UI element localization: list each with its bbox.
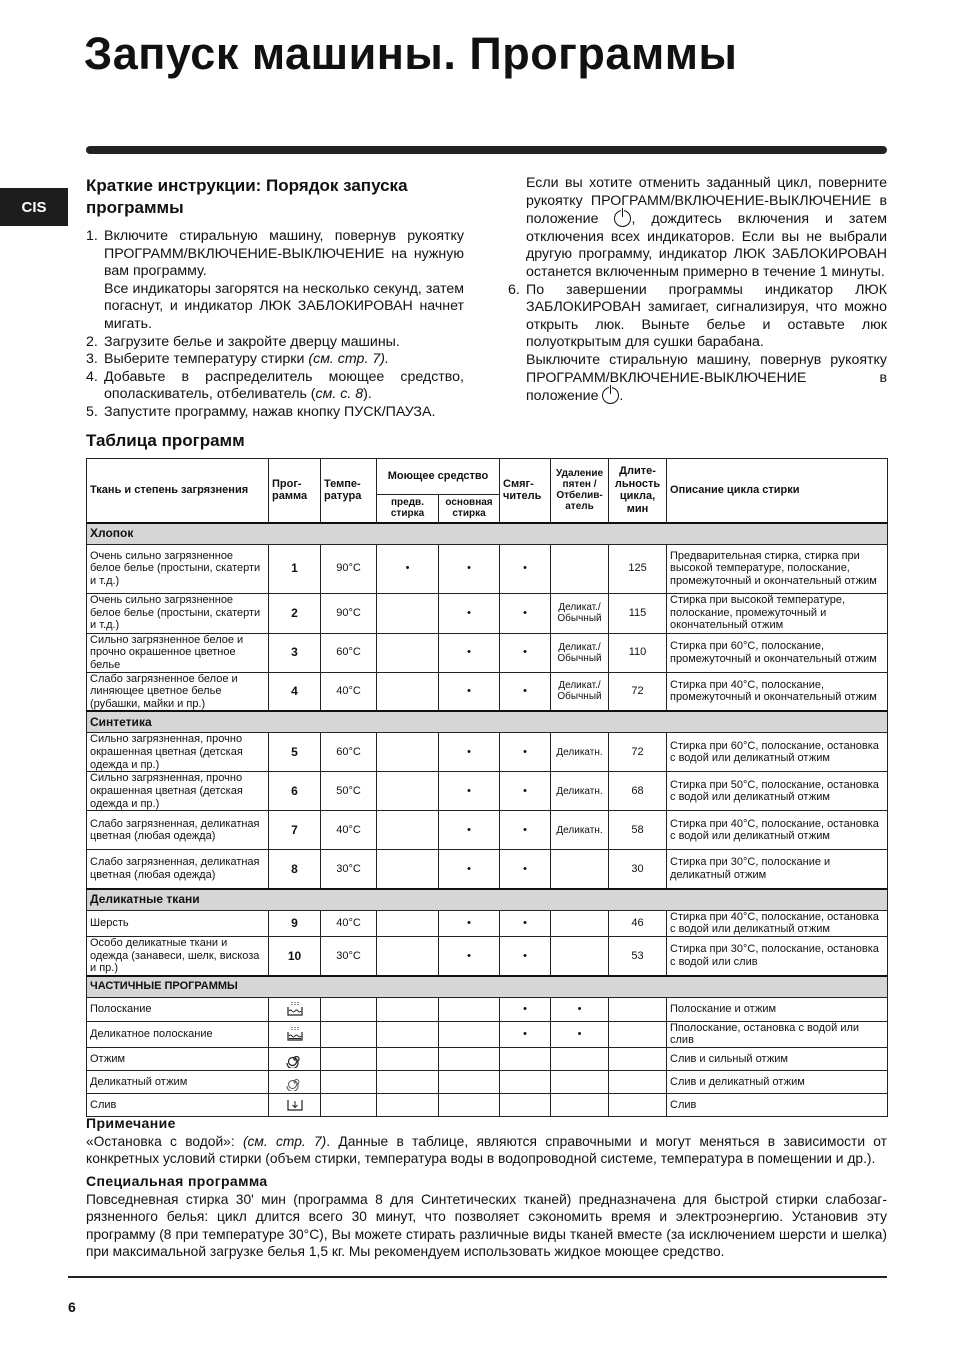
duration-cell xyxy=(609,997,667,1021)
power-icon xyxy=(614,210,631,227)
table-row xyxy=(87,733,888,772)
program-cell: 6 xyxy=(269,772,321,811)
delicate-rinse-icon xyxy=(286,1025,304,1043)
temperature-cell: 90°С xyxy=(321,593,377,633)
header-softener: Смяг-читель xyxy=(500,459,551,523)
description-cell: Стирка при 60°С, полоскание, промежуточный и окончательный отжим xyxy=(667,633,888,672)
steps-list-continued xyxy=(508,282,887,352)
note-heading: Примечание xyxy=(86,1115,176,1131)
fabric-cell: Слабо загрязненная, деликатная цветная (любая одежда) xyxy=(87,850,269,889)
table-row xyxy=(87,593,888,633)
table-row xyxy=(87,910,888,936)
duration-cell: 46 xyxy=(609,910,667,936)
softener-cell: • xyxy=(500,811,551,850)
program-cell: 9 xyxy=(269,910,321,936)
program-cell: 1 xyxy=(269,544,321,593)
description-cell: Стирка при высокой температуре, полоскание, промежуточный и окончательный отжим xyxy=(667,593,888,633)
mainwash-cell: • xyxy=(439,910,500,936)
table-row xyxy=(87,772,888,811)
mainwash-cell xyxy=(439,997,500,1021)
program-cell: 7 xyxy=(269,811,321,850)
description-cell: Стирка при 30°С, полоскание и деликатный отжим xyxy=(667,850,888,889)
header-temperature: Темпе-ратура xyxy=(321,459,377,523)
temperature-cell: 40°С xyxy=(321,811,377,850)
program-icon-cell xyxy=(269,1093,321,1116)
fabric-cell: Деликатный отжим xyxy=(87,1070,269,1093)
prewash-cell xyxy=(377,997,439,1021)
program-cell: 2 xyxy=(269,593,321,633)
prewash-cell xyxy=(377,1093,439,1116)
title-divider xyxy=(86,146,887,154)
fabric-cell: Особо деликатные ткани и одежда (занавеси, шелк, вискоза и пр.) xyxy=(87,936,269,975)
prewash-cell xyxy=(377,910,439,936)
section-title: Синтетика xyxy=(87,711,888,733)
temperature-cell: 30°С xyxy=(321,936,377,975)
header-stain-removal: Удаление пятен / Отбелив-атель xyxy=(551,459,609,523)
fabric-cell: Деликатное полоскание xyxy=(87,1021,269,1047)
page-title: Запуск машины. Программы xyxy=(84,28,738,79)
special-heading: Специальная программа xyxy=(86,1173,268,1189)
temperature-cell xyxy=(321,1021,377,1047)
mainwash-cell: • xyxy=(439,633,500,672)
description-cell: Слив xyxy=(667,1093,888,1116)
description-cell: Пполоскание, остановка с водой или слив xyxy=(667,1021,888,1047)
mainwash-cell: • xyxy=(439,593,500,633)
mainwash-cell xyxy=(439,1021,500,1047)
temperature-cell: 40°С xyxy=(321,910,377,936)
fabric-cell: Полоскание xyxy=(87,997,269,1021)
table-row xyxy=(87,1047,888,1070)
table-row xyxy=(87,1093,888,1116)
description-cell: Слив и деликатный отжим xyxy=(667,1070,888,1093)
description-cell: Стирка при 60°С, полоскание, остановка с водой или деликатный отжим xyxy=(667,733,888,772)
description-cell: Стирка при 40°С, полоскание, остановка с водой или деликатный отжим xyxy=(667,811,888,850)
fabric-cell: Слабо загрязненная, деликатная цветная (любая одежда) xyxy=(87,811,269,850)
softener-cell: • xyxy=(500,936,551,975)
prewash-cell xyxy=(377,850,439,889)
table-row xyxy=(87,811,888,850)
duration-cell: 72 xyxy=(609,733,667,772)
temperature-cell: 30°С xyxy=(321,850,377,889)
quick-instructions-continued xyxy=(508,175,887,406)
cancel-paragraph: Если вы хотите отменить заданный цикл, поверните рукоятку ПРОГРАММ/ВКЛЮЧЕНИЕ-ВЫКЛЮЧЕНИЕ в положение , дождитесь включения и затем отключения всех индикаторов. Если вы не выбрали другую программу, индикатор ЛЮК ЗАБЛОКИРОВАН останется включенным примерно в течение 1 минуты. xyxy=(526,175,887,280)
program-cell: 3 xyxy=(269,633,321,672)
stain-cell xyxy=(551,1070,609,1093)
stain-cell: Деликат./ Обычный xyxy=(551,593,609,633)
table-row xyxy=(87,544,888,593)
step-item: 6. По завершении программы индикатор ЛЮК ЗАБЛОКИРОВАН замигает, сигнализируя, что можно открыть люк. Выньте белье и оставьте люк полуоткрытым для сушки барабана. xyxy=(508,281,887,351)
header-fabric: Ткань и степень загрязнения xyxy=(87,459,269,523)
fabric-cell: Шерсть xyxy=(87,910,269,936)
step-item: Все индикаторы загорятся на несколько секунд, затем погаснут, и индикатор ЛЮК ЗАБЛОКИРОВАН начнет мигать. xyxy=(104,280,464,332)
stain-cell: • xyxy=(551,997,609,1021)
mainwash-cell: • xyxy=(439,936,500,975)
table-title: Таблица программ xyxy=(86,431,245,450)
power-icon xyxy=(602,387,619,404)
table-row xyxy=(87,1021,888,1047)
stain-cell xyxy=(551,910,609,936)
program-icon-cell xyxy=(269,997,321,1021)
program-cell: 8 xyxy=(269,850,321,889)
page-number: 6 xyxy=(68,1299,76,1315)
softener-cell: • xyxy=(500,850,551,889)
section-title: ЧАСТИЧНЫЕ ПРОГРАММЫ xyxy=(87,976,888,998)
drain-icon xyxy=(286,1096,304,1114)
description-cell: Полоскание и отжим xyxy=(667,997,888,1021)
temperature-cell xyxy=(321,997,377,1021)
prewash-cell xyxy=(377,772,439,811)
stain-cell: Деликатн. xyxy=(551,772,609,811)
softener-cell: • xyxy=(500,544,551,593)
mainwash-cell: • xyxy=(439,811,500,850)
step-item: 5. Запустите программу, нажав кнопку ПУСК/ПАУЗА. xyxy=(86,403,436,420)
stain-cell xyxy=(551,1093,609,1116)
section-row xyxy=(87,523,888,545)
step-item: 4. Добавьте в распределитель моющее средство, ополаскиватель, отбеливатель (см. с. 8). xyxy=(86,368,464,403)
fabric-cell: Сильно загрязненная, прочно окрашенная цветная (детская одежда и пр.) xyxy=(87,772,269,811)
stain-cell xyxy=(551,850,609,889)
duration-cell: 30 xyxy=(609,850,667,889)
fabric-cell: Сильно загрязненное белое и прочно окрашенное цветное белье xyxy=(87,633,269,672)
section-row xyxy=(87,711,888,733)
temperature-cell: 60°С xyxy=(321,733,377,772)
program-icon-cell xyxy=(269,1047,321,1070)
prewash-cell xyxy=(377,1047,439,1070)
softener-cell: • xyxy=(500,633,551,672)
stain-cell: Деликатн. xyxy=(551,733,609,772)
softener-cell: • xyxy=(500,772,551,811)
stain-cell xyxy=(551,936,609,975)
prewash-cell xyxy=(377,633,439,672)
section-row xyxy=(87,889,888,911)
softener-cell: • xyxy=(500,733,551,772)
temperature-cell: 60°С xyxy=(321,633,377,672)
table-row xyxy=(87,850,888,889)
duration-cell: 115 xyxy=(609,593,667,633)
fabric-cell: Очень сильно загрязненное белое белье (простыни, скатерти и т.д.) xyxy=(87,544,269,593)
softener-cell xyxy=(500,1047,551,1070)
step-item: 2. Загрузите белье и закройте дверцу машины. xyxy=(86,333,400,350)
duration-cell: 125 xyxy=(609,544,667,593)
prewash-cell xyxy=(377,936,439,975)
description-cell: Стирка при 40°С, полоскание, остановка с водой или деликатный отжим xyxy=(667,910,888,936)
fabric-cell: Очень сильно загрязненное белое белье (простыни, скатерти и т.д.) xyxy=(87,593,269,633)
softener-cell: • xyxy=(500,672,551,711)
header-description: Описание цикла стирки xyxy=(667,459,888,523)
header-detergent: Моющее средство xyxy=(377,459,500,495)
program-cell: 4 xyxy=(269,672,321,711)
table-row xyxy=(87,936,888,975)
prewash-cell xyxy=(377,593,439,633)
prewash-cell xyxy=(377,733,439,772)
table-row xyxy=(87,633,888,672)
header-prewash: предв. стирка xyxy=(377,495,439,523)
fabric-cell: Отжим xyxy=(87,1047,269,1070)
mainwash-cell: • xyxy=(439,544,500,593)
table-row xyxy=(87,672,888,711)
temperature-cell: 90°С xyxy=(321,544,377,593)
softener-cell xyxy=(500,1093,551,1116)
section-title: Деликатные ткани xyxy=(87,889,888,911)
temperature-cell xyxy=(321,1093,377,1116)
section-row xyxy=(87,976,888,998)
temperature-cell: 50°С xyxy=(321,772,377,811)
steps-list xyxy=(86,228,464,422)
mainwash-cell: • xyxy=(439,850,500,889)
program-table xyxy=(86,458,888,1117)
softener-cell xyxy=(500,1070,551,1093)
prewash-cell xyxy=(377,1021,439,1047)
duration-cell: 53 xyxy=(609,936,667,975)
stain-cell: Деликат./ Обычный xyxy=(551,633,609,672)
rinse-icon xyxy=(286,1000,304,1018)
language-badge: CIS xyxy=(0,188,68,226)
softener-cell: • xyxy=(500,1021,551,1047)
prewash-cell: • xyxy=(377,544,439,593)
special-program-section xyxy=(86,1173,887,1261)
mainwash-cell: • xyxy=(439,772,500,811)
fabric-cell: Слабо загрязненное белое и линяющее цветное белье (рубашки, майки и пр.) xyxy=(87,672,269,711)
duration-cell xyxy=(609,1070,667,1093)
header-duration: Длите-льность цикла, мин xyxy=(609,459,667,523)
prewash-cell xyxy=(377,811,439,850)
mainwash-cell xyxy=(439,1047,500,1070)
delicate-spin-icon xyxy=(286,1073,304,1091)
duration-cell xyxy=(609,1047,667,1070)
fabric-cell: Сильно загрязненная, прочно окрашенная цветная (детская одежда и пр.) xyxy=(87,733,269,772)
table-row xyxy=(87,997,888,1021)
mainwash-cell xyxy=(439,1070,500,1093)
spin-icon xyxy=(286,1050,304,1068)
description-cell: Слив и сильный отжим xyxy=(667,1047,888,1070)
duration-cell: 68 xyxy=(609,772,667,811)
stain-cell: • xyxy=(551,1021,609,1047)
mainwash-cell: • xyxy=(439,733,500,772)
program-icon-cell xyxy=(269,1070,321,1093)
mainwash-cell xyxy=(439,1093,500,1116)
header-program: Прог-рамма xyxy=(269,459,321,523)
step-item: 1. Включите стиральную машину, повернув рукоятку ПРОГРАММ/ВКЛЮЧЕНИЕ-ВЫКЛЮЧЕНИЕ на нужную вам программу. xyxy=(86,228,464,280)
stain-cell xyxy=(551,1047,609,1070)
stain-cell: Деликатн. xyxy=(551,811,609,850)
duration-cell: 72 xyxy=(609,672,667,711)
mainwash-cell: • xyxy=(439,672,500,711)
softener-cell: • xyxy=(500,910,551,936)
duration-cell: 58 xyxy=(609,811,667,850)
special-text: Повседневная стирка 30' мин (программа 8 для Синтетических тканей) предназначена для быстрой стирки слабозаг-рязненного белья: цикл длится всего 30 минут, что позволяет сэкономить время и электроэнергию. Установив эту программу (8 при температуре 30°С), Вы можете стирать различные виды тканей вместе (за исключением шерсти и шелка) при максимальной загрузке белья 1,5 кг. Мы рекомендуем использовать жидкое моющее средство. xyxy=(86,1191,887,1260)
description-cell: Стирка при 50°С, полоскание, остановка с водой или деликатный отжим xyxy=(667,772,888,811)
temperature-cell xyxy=(321,1070,377,1093)
table-row xyxy=(87,1070,888,1093)
footer-divider xyxy=(68,1276,887,1278)
temperature-cell xyxy=(321,1047,377,1070)
duration-cell xyxy=(609,1021,667,1047)
stain-cell xyxy=(551,544,609,593)
prewash-cell xyxy=(377,672,439,711)
quick-instructions xyxy=(86,175,464,422)
off-paragraph: Выключите стиральную машину, повернув рукоятку ПРОГРАММ/ВКЛЮЧЕНИЕ-ВЫКЛЮЧЕНИЕ в положение . xyxy=(526,351,887,405)
temperature-cell: 40°С xyxy=(321,672,377,711)
note-section xyxy=(86,1115,887,1168)
step-item: 3. Выберите температуру стирки (см. стр. 7). xyxy=(86,351,389,368)
duration-cell xyxy=(609,1093,667,1116)
softener-cell: • xyxy=(500,997,551,1021)
program-icon-cell xyxy=(269,1021,321,1047)
fabric-cell: Слив xyxy=(87,1093,269,1116)
section-title: Хлопок xyxy=(87,523,888,545)
description-cell: Предварительная стирка, стирка при высокой температуре, полоскание, промежуточный и окончательный отжим xyxy=(667,544,888,593)
duration-cell: 110 xyxy=(609,633,667,672)
description-cell: Стирка при 30°С, полоскание, остановка с водой или слив xyxy=(667,936,888,975)
program-cell: 5 xyxy=(269,733,321,772)
note-text: «Остановка с водой»: (см. стр. 7). Данные в таблице, являются справочными и могут меняться в зависимости от конкретных условий стирки (объем стирки, температура воды в водопроводной системе, температура в помещении и др.). xyxy=(86,1133,887,1167)
description-cell: Стирка при 40°С, полоскание, промежуточный и окончательный отжим xyxy=(667,672,888,711)
header-mainwash: основная стирка xyxy=(439,495,500,523)
program-cell: 10 xyxy=(269,936,321,975)
softener-cell: • xyxy=(500,593,551,633)
prewash-cell xyxy=(377,1070,439,1093)
stain-cell: Деликат./ Обычный xyxy=(551,672,609,711)
quick-heading: Краткие инструкции: Порядок запуска программы xyxy=(86,176,408,217)
